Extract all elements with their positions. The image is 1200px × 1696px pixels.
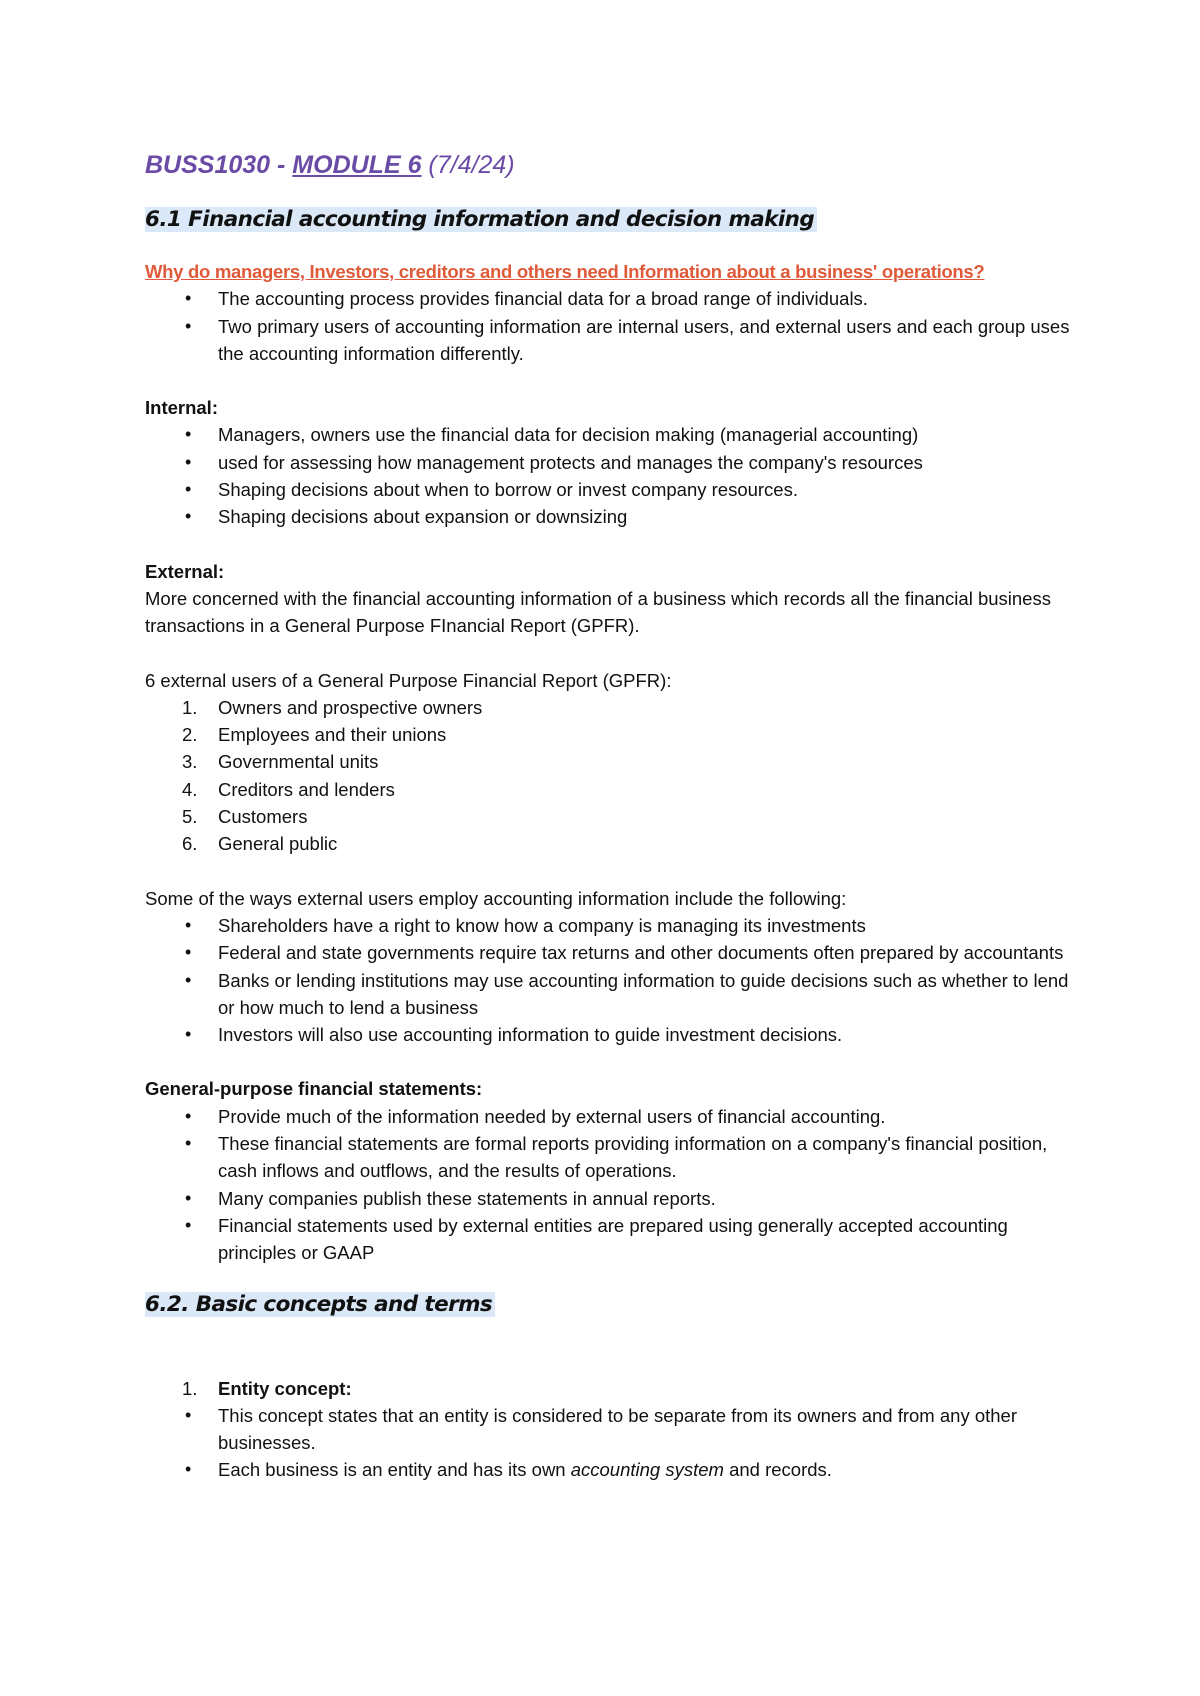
list-item: • Banks or lending institutions may use accounting information to guide decisions such as whether to lend or how much to lend a business <box>218 967 1085 1022</box>
intro-bullet-list <box>145 285 1085 367</box>
entity-concept-heading: Entity concept: <box>218 1377 352 1399</box>
list-item: • Two primary users of accounting information are internal users, and external users and each group uses the accounting information differently. <box>218 313 1085 368</box>
list-item: • Shaping decisions about expansion or downsizing <box>218 503 1085 530</box>
list-item: • Shaping decisions about when to borrow or invest company resources. <box>218 476 1085 503</box>
list-item: • Each business is an entity and has its own accounting system and records. <box>218 1456 1085 1483</box>
section-heading-6-2: 6.2. Basic concepts and terms <box>145 1289 1085 1321</box>
list-item: • This concept states that an entity is considered to be separate from its owners and from any other businesses. <box>218 1402 1085 1457</box>
external-users-intro: 6 external users of a General Purpose Financial Report (GPFR): <box>145 669 672 691</box>
list-item: • Financial statements used by external entities are prepared using generally accepted accounting principles or GAAP <box>218 1212 1085 1267</box>
external-heading: External: <box>145 560 225 582</box>
internal-bullet-list <box>145 421 1085 530</box>
key-question: Why do managers, Investors, creditors and others need Information about a business' operations? <box>145 261 985 282</box>
document-body <box>145 148 1085 1484</box>
list-item: • Many companies publish these statements in annual reports. <box>218 1185 1085 1212</box>
list-item: 2. Employees and their unions <box>182 724 447 746</box>
external-users-list <box>145 694 1085 858</box>
entity-concept-bullets <box>145 1402 1085 1484</box>
list-item: 1. Entity concept: <box>182 1377 352 1399</box>
external-ways-list <box>145 912 1085 1048</box>
list-item: • used for assessing how management protects and manages the company's resources <box>218 449 1085 476</box>
course-code: BUSS1030 - <box>145 151 293 179</box>
list-item: • Investors will also use accounting information to guide investment decisions. <box>218 1021 1085 1048</box>
document-title <box>145 148 1085 182</box>
list-item: 1. Owners and prospective owners <box>182 696 483 718</box>
section-heading-6-1: 6.1 Financial accounting information and decision making <box>145 204 1085 236</box>
module-date: (7/4/24) <box>421 151 515 179</box>
internal-heading: Internal: <box>145 397 218 419</box>
gpfs-heading: General-purpose financial statements: <box>145 1078 483 1100</box>
list-item: • Shareholders have a right to know how a company is managing its investments <box>218 912 1085 939</box>
list-item: • Managers, owners use the financial data for decision making (managerial accounting) <box>218 421 1085 448</box>
list-item: 6. General public <box>182 833 338 855</box>
list-item: 3. Governmental units <box>182 751 379 773</box>
list-item: • The accounting process provides financial data for a broad range of individuals. <box>218 285 1085 312</box>
gpfs-bullet-list <box>145 1103 1085 1267</box>
external-description: More concerned with the financial accounting information of a business which records all the financial business transactions in a General Purpose FInancial Report (GPFR). <box>145 587 1051 637</box>
module-name: MODULE 6 <box>292 151 422 179</box>
external-ways-intro: Some of the ways external users employ accounting information include the following: <box>145 887 847 909</box>
list-item: 5. Customers <box>182 806 308 828</box>
list-item: • These financial statements are formal reports providing information on a company's financial position, cash inflows and outflows, and the results of operations. <box>218 1130 1085 1185</box>
list-item: • Provide much of the information needed by external users of financial accounting. <box>218 1103 1085 1130</box>
list-item: • Federal and state governments require tax returns and other documents often prepared by accountants <box>218 939 1085 966</box>
list-item: 4. Creditors and lenders <box>182 778 395 800</box>
concept-list <box>145 1375 1085 1402</box>
